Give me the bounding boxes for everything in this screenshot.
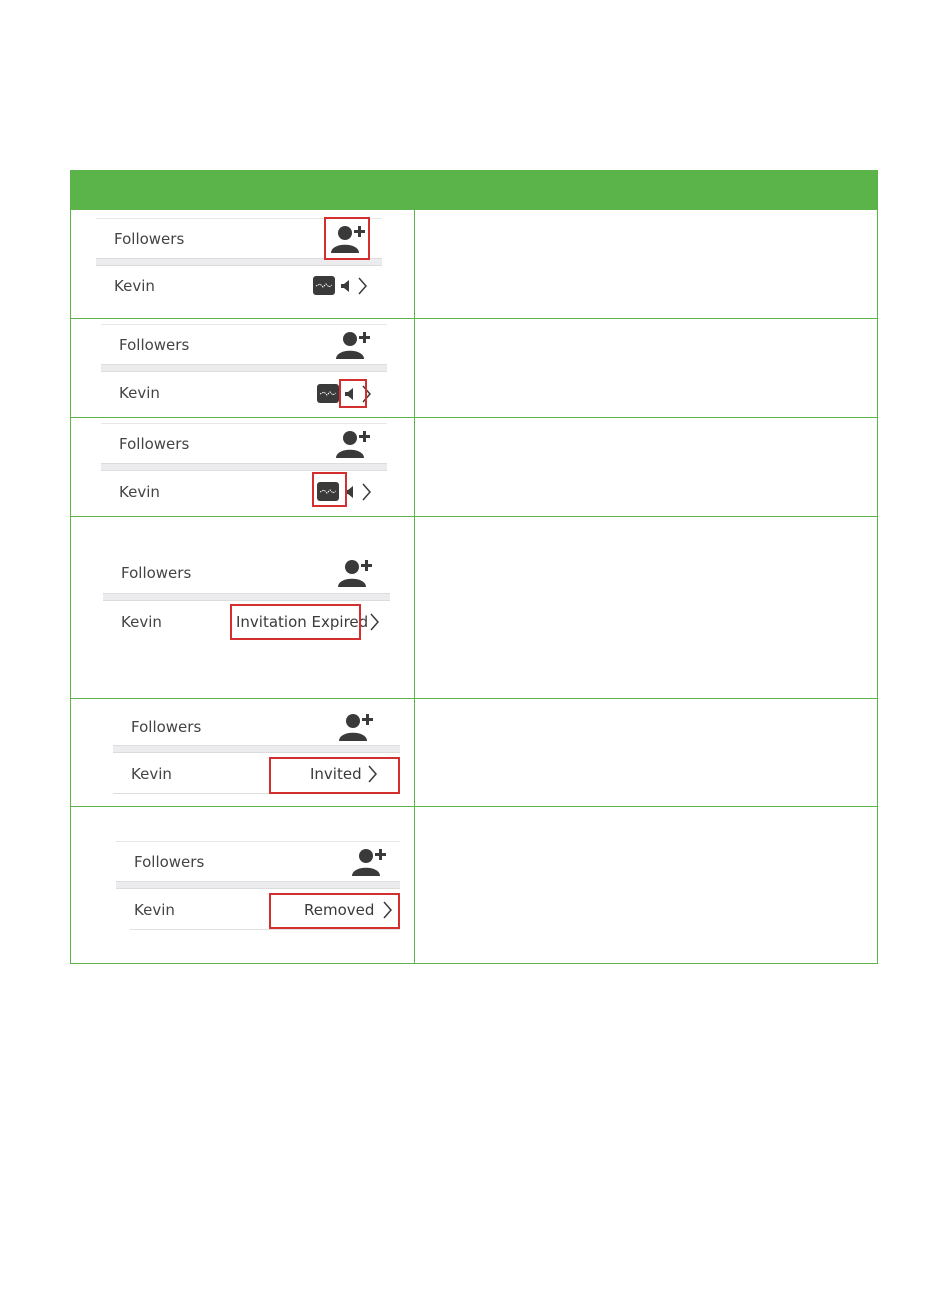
member-name: Kevin [119, 384, 160, 402]
row-divider [71, 806, 877, 807]
member-name: Kevin [121, 613, 162, 631]
section-separator [116, 881, 400, 889]
followers-label: Followers [131, 718, 202, 736]
row-divider [71, 417, 877, 418]
member-name: Kevin [119, 483, 160, 501]
section-separator [113, 745, 400, 753]
highlight-box [312, 472, 347, 507]
followers-row [101, 423, 387, 464]
followers-row [103, 553, 390, 593]
add-follower-icon[interactable] [337, 712, 377, 742]
column-divider [414, 210, 415, 964]
followers-label: Followers [119, 435, 190, 453]
followers-row [116, 841, 400, 882]
graph-icon[interactable] [317, 384, 339, 403]
row-divider [71, 516, 877, 517]
chevron-right-icon[interactable] [361, 483, 371, 501]
highlight-box [339, 379, 367, 408]
row-controls [313, 276, 367, 295]
followers-row [101, 324, 387, 365]
speaker-icon[interactable] [340, 279, 352, 293]
chevron-right-icon[interactable] [369, 613, 379, 631]
member-name: Kevin [134, 901, 175, 919]
section-separator [103, 593, 390, 601]
section-separator [101, 463, 387, 471]
add-follower-icon[interactable] [334, 429, 374, 459]
followers-label: Followers [114, 230, 185, 248]
highlight-box [230, 604, 361, 640]
member-name: Kevin [114, 277, 155, 295]
row-divider [71, 698, 877, 699]
highlight-box [269, 757, 400, 794]
add-follower-icon[interactable] [336, 558, 376, 588]
graph-icon[interactable] [313, 276, 335, 295]
status-label: Invited [310, 765, 362, 783]
followers-row [113, 707, 400, 747]
followers-label: Followers [121, 564, 192, 582]
member-name: Kevin [131, 765, 172, 783]
status-label: Invitation Expired [236, 613, 369, 631]
table-header [71, 171, 877, 210]
highlight-box [269, 893, 400, 929]
highlight-box [324, 217, 370, 260]
add-follower-icon[interactable] [350, 847, 390, 877]
section-separator [101, 364, 387, 372]
chevron-right-icon[interactable] [357, 277, 367, 295]
followers-label: Followers [119, 336, 190, 354]
followers-label: Followers [134, 853, 205, 871]
row-divider [71, 318, 877, 319]
member-row[interactable] [96, 266, 382, 306]
status-label: Removed [304, 901, 375, 919]
add-follower-icon[interactable] [334, 330, 374, 360]
